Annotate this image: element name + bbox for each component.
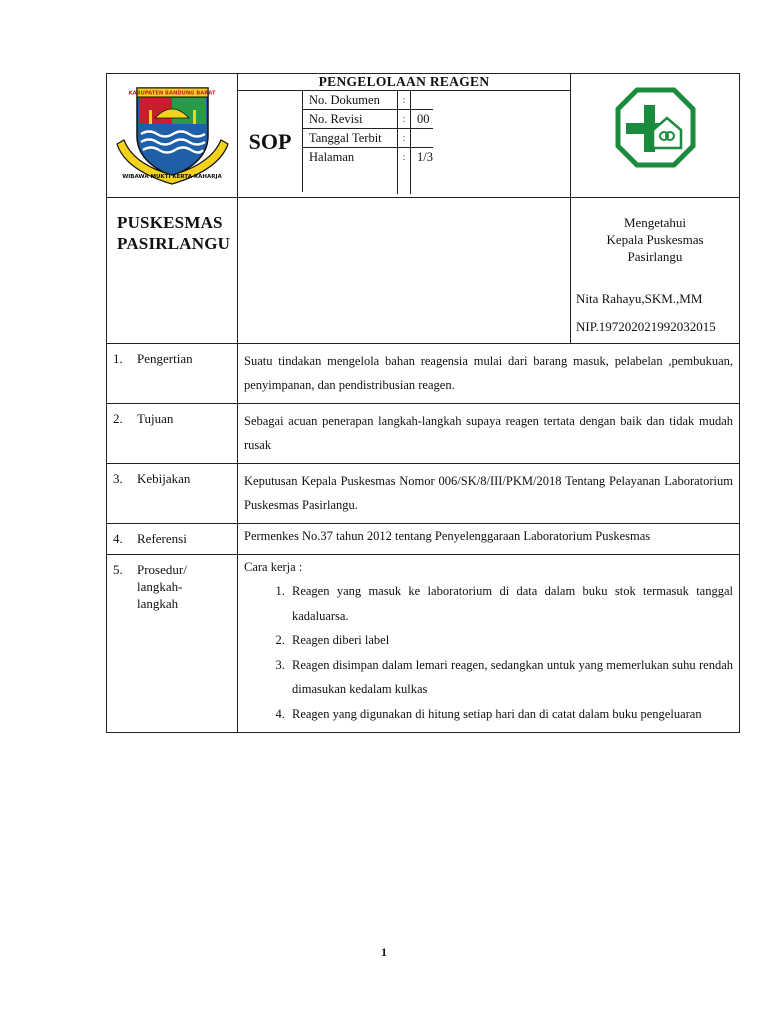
puskesmas-logo-icon — [571, 74, 740, 192]
sop-label: SOP — [238, 91, 303, 192]
meta-row — [303, 91, 433, 110]
emblem-motto-text: WIBAWA MUKTI KERTA RAHARJA — [122, 174, 222, 180]
procedure-row — [107, 555, 740, 733]
approver-nip: NIP.197202021992032015 — [576, 319, 716, 334]
page-number: 1 — [381, 945, 387, 959]
meta-row — [303, 148, 433, 195]
section-label: 2. Tujuan — [107, 404, 238, 464]
approval-line1: Mengetahui — [623, 215, 687, 230]
institution-line1: PUSKESMAS — [117, 213, 223, 232]
meta-value — [411, 129, 433, 148]
approval-line2: Kepala Puskesmas — [606, 232, 704, 247]
procedure-intro: Cara kerja : — [244, 560, 303, 574]
procedure-steps — [244, 579, 733, 726]
approval-line3: Pasirlangu — [627, 249, 683, 264]
meta-label: No. Revisi — [303, 110, 398, 129]
meta-colon: : — [398, 110, 411, 129]
meta-label: No. Dokumen — [303, 91, 398, 110]
procedure-step: 2. Reagen diberi label — [288, 628, 733, 653]
institution-line2: PASIRLANGU — [117, 234, 231, 253]
meta-row — [303, 110, 433, 129]
section-label: 3. Kebijakan — [107, 464, 238, 524]
section-text: Keputusan Kepala Puskesmas Nomor 006/SK/8/III/PKM/2018 Tentang Pelayanan Laboratorium Puskesmas Pasirlangu. — [238, 464, 740, 524]
meta-colon: : — [398, 129, 411, 148]
section-row — [107, 404, 740, 464]
procedure-step: 3. Reagen disimpan dalam lemari reagen, sedangkan untuk yang memerlukan suhu rendah dimasukan kedalam kulkas — [288, 653, 733, 702]
procedure-step: 1. Reagen yang masuk ke laboratorium di data dalam buku stok termasuk tanggal kadaluarsa. — [288, 579, 733, 628]
section-row — [107, 524, 740, 555]
section-label: 1. Pengertian — [107, 344, 238, 404]
approval-block — [571, 198, 740, 344]
procedure-step: 4. Reagen yang digunakan di hitung setiap hari dan di catat dalam buku pengeluaran — [288, 702, 733, 727]
meta-value — [411, 91, 433, 110]
meta-value: 00 — [411, 110, 433, 129]
empty-cell — [238, 198, 571, 344]
section-text: Suatu tindakan mengelola bahan reagensia mulai dari barang masuk, pelabelan ,pembukuan, penyimpanan, dan pendistribusian reagen. — [238, 344, 740, 404]
institution-name — [107, 198, 238, 344]
meta-colon: : — [398, 91, 411, 110]
regency-logo-cell — [107, 74, 238, 198]
meta-row — [303, 129, 433, 148]
procedure-content — [238, 555, 740, 733]
title-block-cell — [238, 74, 571, 198]
section-row — [107, 464, 740, 524]
document-title: PENGELOLAAN REAGEN — [238, 74, 570, 91]
section-label: 4. Referensi — [107, 524, 238, 555]
puskesmas-logo-cell — [571, 74, 740, 198]
meta-label: Tanggal Terbit — [303, 129, 398, 148]
document-meta-table — [303, 91, 433, 194]
regency-emblem-icon — [107, 74, 238, 192]
meta-value: 1/3 — [417, 150, 433, 164]
meta-colon: : — [398, 148, 411, 195]
section-row — [107, 344, 740, 404]
procedure-label: 5. Prosedur/ langkah- langkah — [107, 555, 238, 733]
section-text: Permenkes No.37 tahun 2012 tentang Penyelenggaraan Laboratorium Puskesmas — [238, 524, 740, 555]
meta-label: Halaman — [309, 150, 355, 164]
sop-table — [106, 73, 740, 733]
sop-document — [106, 73, 739, 733]
approver-name: Nita Rahayu,SKM.,MM — [576, 291, 703, 306]
emblem-top-text: KABUPATEN BANDUNG BARAT — [128, 90, 216, 97]
section-text: Sebagai acuan penerapan langkah-langkah supaya reagen tertata dengan baik dan tidak mudah rusak — [238, 404, 740, 464]
